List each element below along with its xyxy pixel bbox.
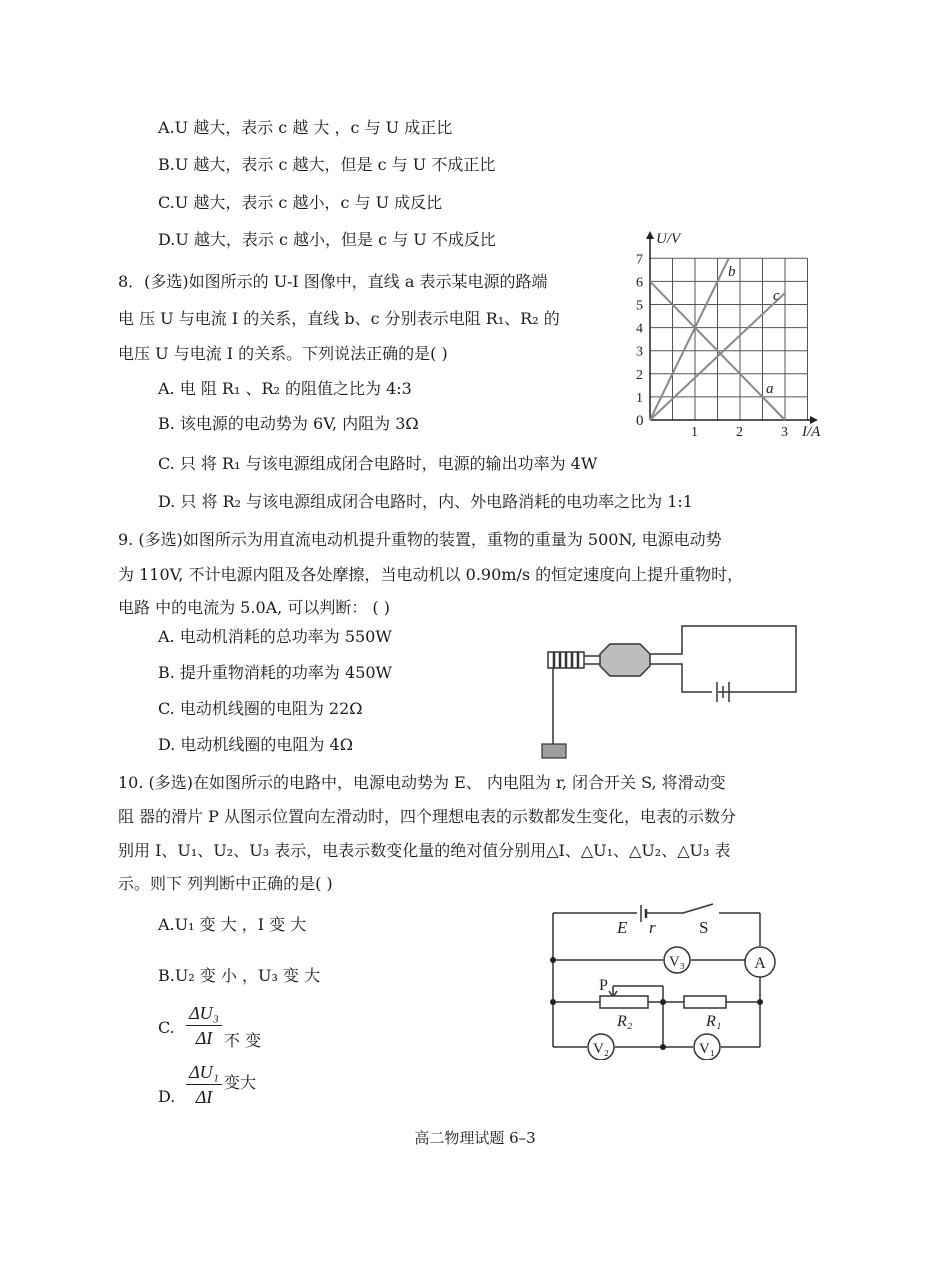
- circuit-diagram: [545, 900, 795, 1060]
- line-label-a: a: [766, 381, 774, 397]
- q10-option-d-fraction: [186, 1061, 222, 1108]
- q10-stem-line-4: 示。则下 列判断中正确的是( ): [118, 874, 333, 893]
- q8-stem-line-3: 电压 U 与电流 I 的关系。下列说法正确的是( ): [118, 344, 448, 363]
- q10-stem-line-2: 阻 器的滑片 P 从图示位置向左滑动时，四个理想电表的示数都发生变化，电表的示数分: [118, 807, 737, 826]
- graph-line-b: [650, 258, 729, 420]
- y-tick-label: 2: [636, 367, 643, 383]
- q8-option-a: A. 电 阻 R₁ 、R₂ 的阻值之比为 4:3: [158, 379, 412, 398]
- q9-stem-line-3: 电路 中的电流为 5.0A, 可以判断： ( ): [118, 598, 391, 617]
- q10-option-b: B.U₂ 变 小 ，U₃ 变 大: [158, 966, 321, 985]
- q10-option-c-prefix: C.: [158, 1018, 175, 1037]
- origin-label: 0: [636, 413, 644, 429]
- label-v1: V₁: [698, 1041, 716, 1057]
- page-footer: 高二物理试题 6–3: [414, 1129, 536, 1147]
- label-a: A: [754, 955, 766, 972]
- label-s: S: [699, 918, 709, 937]
- x-tick-label: 3: [781, 425, 788, 440]
- y-tick-label: 6: [636, 275, 643, 291]
- q8-stem-line-2: 电 压 U 与电流 I 的关系，直线 b、c 分别表示电阻 R₁、R₂ 的: [118, 309, 560, 328]
- q7-option-a: A.U 越大，表示 c 越 大 ，c 与 U 成正比: [158, 118, 453, 137]
- fraction-denominator: ΔI: [195, 1087, 213, 1107]
- ui-graph: [630, 225, 840, 445]
- q8-option-b: B. 该电源的电动势为 6V, 内阻为 3Ω: [158, 414, 419, 433]
- q9-stem-line-1: 9. (多选)如图所示为用直流电动机提升重物的装置，重物的重量为 500N, 电源电动势: [118, 530, 722, 549]
- q7-option-d: D.U 越大，表示 c 越小，但是 c 与 U 不成反比: [158, 230, 496, 249]
- y-tick-label: 3: [636, 344, 643, 360]
- y-tick-labels: [636, 252, 643, 406]
- q9-option-c: C. 电动机线圈的电阻为 22Ω: [158, 699, 363, 718]
- fraction-denominator: ΔI: [195, 1028, 213, 1048]
- q10-option-d-prefix: D.: [158, 1087, 176, 1106]
- resistor-r1: [684, 996, 726, 1008]
- y-tick-label: 7: [636, 252, 643, 268]
- q10-option-d-suffix: 变大: [224, 1073, 257, 1092]
- q10-option-a: A.U₁ 变 大 ，I 变 大: [158, 915, 307, 934]
- q10-stem-line-3: 别用 I、U₁、U₂、U₃ 表示，电表示数变化量的绝对值分别用△I、△U₁、△U₂、△U₃ 表: [118, 841, 731, 860]
- q8-option-c: C. 只 将 R₁ 与该电源组成闭合电路时，电源的输出功率为 4W: [158, 454, 598, 473]
- fraction-numerator: ΔU₁: [189, 1062, 219, 1082]
- y-axis-label: U/V: [656, 231, 681, 247]
- q7-option-b: B.U 越大，表示 c 越大，但是 c 与 U 不成正比: [158, 155, 496, 174]
- q7-option-c: C.U 越大，表示 c 越小，c 与 U 成反比: [158, 193, 443, 212]
- q10-option-c-suffix: 不 变: [224, 1031, 262, 1050]
- label-e: E: [617, 918, 628, 937]
- line-label-c: c: [773, 288, 780, 304]
- x-tick-label: 1: [691, 425, 698, 440]
- resistor-r2: [600, 996, 648, 1008]
- graph-grid: [650, 258, 808, 420]
- weight-block: [542, 744, 566, 758]
- y-tick-label: 5: [636, 298, 643, 314]
- q8-stem-line-1: 8．(多选)如图所示的 U-I 图像中，直线 a 表示某电源的路端: [118, 272, 548, 291]
- q10-stem-line-1: 10. (多选)在如图所示的电路中，电源电动势为 E、 内电阻为 r, 闭合开关 S, 将滑动变: [118, 773, 726, 792]
- motor-hoist-diagram: [540, 620, 805, 762]
- label-r2: R₂: [617, 1013, 633, 1030]
- label-v3: V₃: [668, 954, 686, 970]
- label-v2: V₂: [592, 1041, 610, 1057]
- x-axis-label: I/A: [802, 424, 821, 440]
- label-r1: R₁: [706, 1013, 722, 1030]
- motor-body: [600, 644, 650, 676]
- line-label-b: b: [728, 264, 736, 280]
- x-tick-label: 2: [736, 425, 743, 440]
- q9-option-d: D. 电动机线圈的电阻为 4Ω: [158, 735, 353, 754]
- q9-option-a: A. 电动机消耗的总功率为 550W: [158, 627, 392, 646]
- fraction-numerator: ΔU₃: [189, 1003, 219, 1023]
- q9-stem-line-2: 为 110V, 不计电源内阻及各处摩擦，当电动机以 0.90m/s 的恒定速度向上提升重物时，: [118, 565, 744, 584]
- y-tick-label: 4: [636, 321, 643, 337]
- q9-option-b: B. 提升重物消耗的功率为 450W: [158, 663, 393, 682]
- x-tick-labels: [691, 425, 788, 440]
- label-r: r: [649, 918, 656, 937]
- q8-option-d: D. 只 将 R₂ 与该电源组成闭合电路时，内、外电路消耗的电功率之比为 1:1: [158, 492, 693, 511]
- label-p: P: [599, 977, 608, 994]
- y-tick-label: 1: [636, 390, 643, 406]
- q10-option-c-fraction: [186, 1002, 222, 1049]
